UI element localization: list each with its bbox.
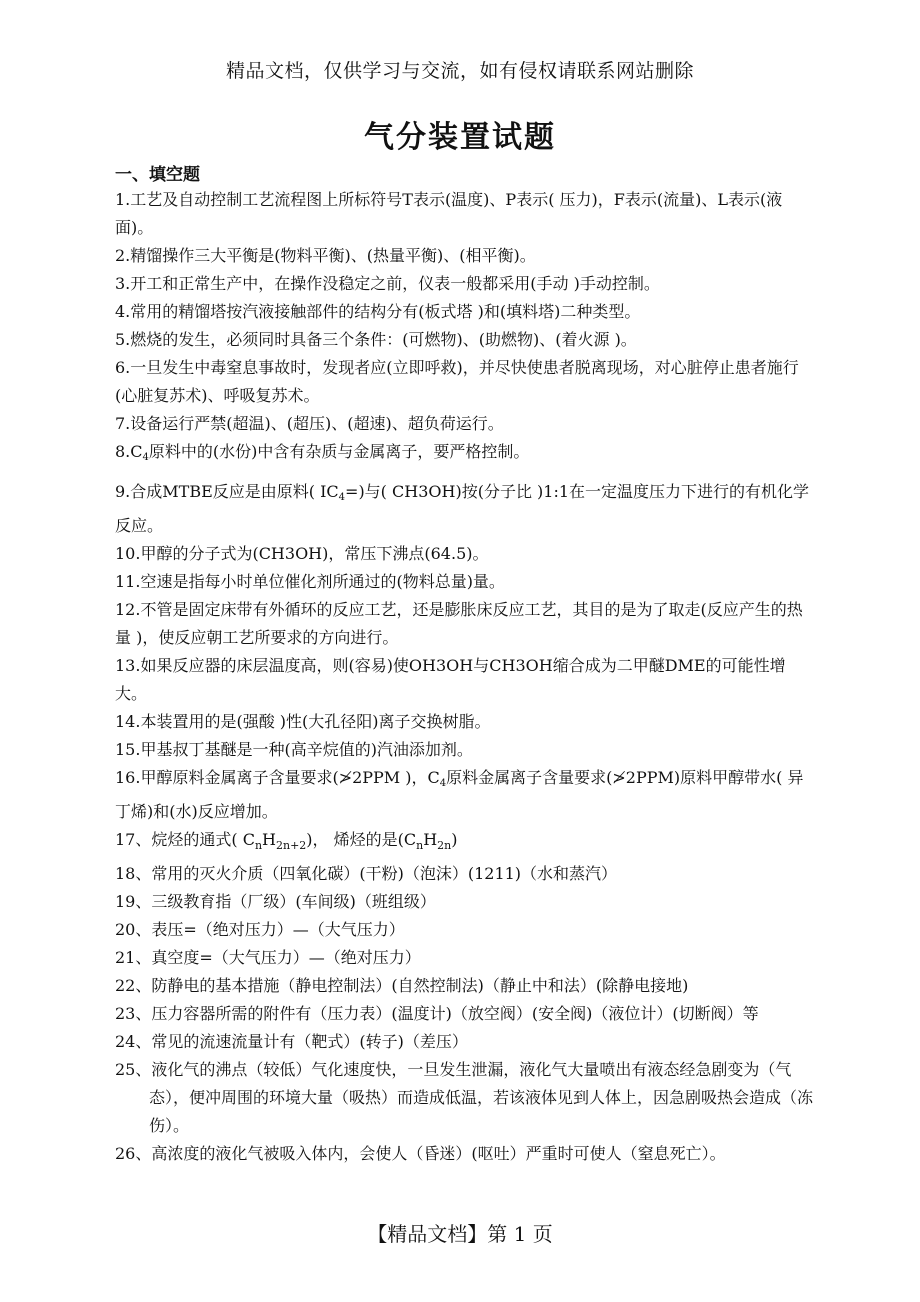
question-item: 7.设备运行严禁(超温)、(超压)、(超速)、超负荷运行。 bbox=[115, 414, 504, 433]
question-item: 6.一旦发生中毒窒息事故时，发现者应(立即呼救)，并尽快使患者脱离现场，对心脏停止患者施行(心脏复苏术)、呼吸复苏术。 bbox=[115, 358, 799, 405]
question-item: 10.甲醇的分子式为(CH3OH)，常压下沸点(64.5)。 bbox=[115, 544, 489, 563]
question-item: 14.本装置用的是(强酸 )性(大孔径阳)离子交换树脂。 bbox=[115, 712, 491, 731]
question-item: 13.如果反应器的床层温度高，则(容易)使OH3OH与CH3OH缩合成为二甲醚DME的可能性增大。 bbox=[115, 656, 786, 703]
question-item: 3.开工和正常生产中，在操作没稳定之前，仪表一般都采用(手动 )手动控制。 bbox=[115, 274, 660, 293]
question-item: 21、真空度=（大气压力）—（绝对压力） bbox=[115, 948, 421, 967]
question-item: 26、高浓度的液化气被吸入体内，会使人（昏迷）(呕吐）严重时可使人（窒息死亡）。 bbox=[115, 1144, 726, 1163]
question-item: 18、常用的灭火介质（四氧化碳）(干粉)（泡沫）(1211)（水和蒸汽） bbox=[115, 864, 618, 883]
question-item: 25、液化气的沸点（较低）气化速度快，一旦发生泄漏，液化气大量喷出有液态经急剧变为（气态），便冲周围的环境大量（吸热）而造成低温，若该液体见到人体上，因急剧吸热会造成（冻伤）。 bbox=[115, 1060, 814, 1135]
page-title: 气分装置试题 bbox=[364, 120, 556, 155]
question-item: 17、烷烃的通式( $C_nH_{2n+2}$)， 烯烃的是$(C_nH_{2n})$ bbox=[115, 830, 458, 852]
question-list bbox=[115, 186, 815, 1168]
question-item: 2.精馏操作三大平衡是(物料平衡)、(热量平衡)、(相平衡)。 bbox=[115, 246, 536, 265]
page-footer: 【精品文档】第 1 页 bbox=[367, 1222, 553, 1246]
question-item: 11.空速是指每小时单位催化剂所通过的(物料总量)量。 bbox=[115, 572, 505, 591]
question-item: 23、压力容器所需的附件有（压力表）(温度计)（放空阀）(安全阀)（液位计）(切断阀）等 bbox=[115, 1004, 759, 1023]
question-item: 12.不管是固定床带有外循环的反应工艺，还是膨胀床反应工艺，其目的是为了取走(反应产生的热量 )，使反应朝工艺所要求的方向进行。 bbox=[115, 600, 803, 647]
question-item: $8.C_4$原料中的(水份)中含有杂质与金属离子，要严格控制。 bbox=[115, 442, 530, 463]
question-item: 16.甲醇原料金属离子含量要求(≯2PPM )，$C_4$原料金属离子含量要求(≯2PPM)原料甲醇带水( 异丁烯)和(水)反应增加。 bbox=[115, 768, 804, 821]
question-item: 19、三级教育指（厂级）(车间级)（班组级） bbox=[115, 892, 436, 911]
question-item: 1.工艺及自动控制工艺流程图上所标符号T表示(温度)、P表示( 压力)，F表示(流量)、L表示(液面)。 bbox=[115, 190, 783, 237]
question-item: 22、防静电的基本措施（静电控制法）(自然控制法)（静止中和法）(除静电接地) bbox=[115, 976, 689, 995]
question-item: 15.甲基叔丁基醚是一种(高辛烷值的)汽油添加剂。 bbox=[115, 740, 473, 759]
question-item: 20、表压=（绝对压力）—（大气压力） bbox=[115, 920, 405, 939]
question-item: 9.合成MTBE反应是由原料( $IC_4=$)与( CH3OH)按(分子比 )1:1在一定温度压力下进行的有机化学反应。 bbox=[115, 482, 810, 535]
question-item: 5.燃烧的发生，必须同时具备三个条件：(可燃物)、(助燃物)、(着火源 )。 bbox=[115, 330, 637, 349]
question-item: 24、常见的流速流量计有（靶式）(转子)（差压） bbox=[115, 1032, 468, 1051]
watermark-text: 精品文档，仅供学习与交流，如有侵权请联系网站删除 bbox=[225, 60, 694, 82]
question-item: 4.常用的精馏塔按汽液接触部件的结构分有(板式塔 )和(填料塔)二种类型。 bbox=[115, 302, 641, 321]
section-heading: 一、填空题 bbox=[115, 165, 200, 185]
